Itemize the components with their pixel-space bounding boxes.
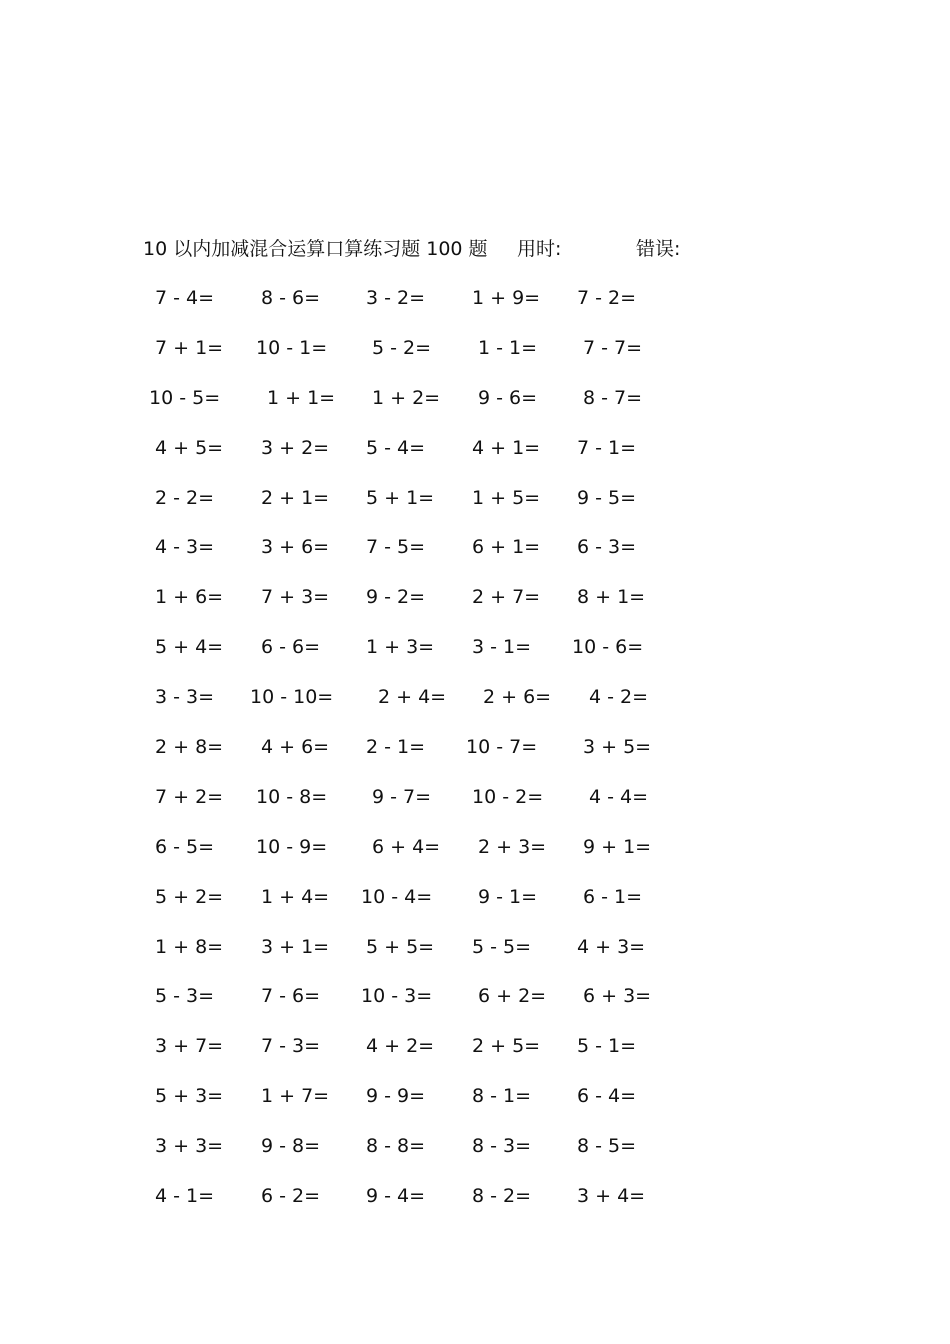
problem-row [0,334,950,384]
problem-item: 7 - 2= [577,287,637,309]
problem-item: 5 + 2= [155,885,224,908]
problem-item: 8 - 5= [577,1135,637,1158]
problem-row [0,982,950,1032]
problem-item: 10 - 1= [256,336,328,359]
problem-item: 5 - 1= [577,1035,637,1058]
problem-item: 10 - 2= [472,785,544,808]
problem-item: 4 + 6= [261,736,330,759]
problem-item: 7 - 6= [261,985,321,1008]
problem-item: 6 - 1= [583,885,643,908]
problem-item: 2 - 1= [366,736,426,759]
problem-item: 9 - 1= [478,885,538,908]
problem-item: 6 + 4= [372,835,441,858]
problem-item: 5 + 5= [366,935,435,958]
problem-row [0,1032,950,1082]
problem-item: 10 - 4= [361,885,433,908]
problem-item: 3 - 1= [472,636,532,659]
problem-item: 5 - 5= [472,935,532,958]
problem-item: 1 + 6= [155,586,224,609]
problem-item: 6 + 1= [472,536,541,559]
problem-item: 7 + 1= [155,336,224,359]
problem-item: 2 + 1= [261,486,330,509]
problem-item: 3 + 3= [155,1135,224,1158]
problem-item: 4 - 4= [589,785,649,808]
problem-item: 8 - 8= [366,1135,426,1158]
problem-item: 4 - 3= [155,536,215,559]
problem-item: 2 + 7= [472,586,541,609]
problem-item: 9 + 1= [583,835,652,858]
problem-item: 4 + 2= [366,1035,435,1058]
problem-item: 9 - 9= [366,1085,426,1108]
problem-item: 1 + 7= [261,1085,330,1108]
problem-item: 8 - 6= [261,287,321,309]
problem-item: 7 - 1= [577,436,637,459]
problem-item: 9 - 4= [366,1185,426,1208]
problem-item: 10 - 10= [250,686,334,709]
problem-item: 1 + 3= [366,636,435,659]
problem-item: 3 + 5= [583,736,652,759]
problem-item: 9 - 8= [261,1135,321,1158]
problem-item: 8 - 1= [472,1085,532,1108]
problem-item: 4 + 3= [577,935,646,958]
time-used-label: 用时: [517,238,562,260]
problem-item: 9 - 6= [478,386,538,409]
problem-item: 5 - 4= [366,436,426,459]
problem-item: 4 - 1= [155,1185,215,1208]
problem-item: 7 - 4= [155,287,215,309]
problem-item: 3 + 1= [261,935,330,958]
problem-item: 6 - 4= [577,1085,637,1108]
problem-item: 2 - 2= [155,486,215,509]
problem-item: 6 + 3= [583,985,652,1008]
problem-item: 10 - 6= [572,636,644,659]
problem-item: 3 - 2= [366,287,426,309]
problem-item: 7 - 3= [261,1035,321,1058]
problem-item: 1 + 4= [261,885,330,908]
problem-item: 6 - 2= [261,1185,321,1208]
problem-item: 3 - 3= [155,686,215,709]
problem-row [0,1082,950,1132]
problem-row [0,484,950,534]
problem-item: 2 + 8= [155,736,224,759]
problem-item: 1 + 8= [155,935,224,958]
problem-item: 2 + 4= [378,686,447,709]
problem-item: 7 + 2= [155,785,224,808]
problem-item: 1 + 2= [372,386,441,409]
problem-row [0,933,950,983]
problem-item: 9 - 5= [577,486,637,509]
problem-row [0,434,950,484]
problem-item: 1 + 1= [267,386,336,409]
problem-item: 3 + 4= [577,1185,646,1208]
problem-row [0,783,950,833]
problem-item: 4 + 5= [155,436,224,459]
problem-item: 7 - 5= [366,536,426,559]
problem-row [0,284,950,334]
problem-row [0,633,950,683]
problem-item: 8 - 2= [472,1185,532,1208]
worksheet-title: 10 以内加减混合运算口算练习题 100 题 [143,238,488,260]
problem-row [0,683,950,733]
problem-item: 10 - 5= [149,386,221,409]
problem-item: 4 - 2= [589,686,649,709]
problem-item: 2 + 3= [478,835,547,858]
problem-item: 4 + 1= [472,436,541,459]
problem-item: 1 + 9= [472,287,541,309]
problem-item: 8 + 1= [577,586,646,609]
problem-row [0,833,950,883]
errors-label: 错误: [636,238,681,260]
problem-item: 7 + 3= [261,586,330,609]
problem-item: 6 - 6= [261,636,321,659]
problem-item: 3 + 7= [155,1035,224,1058]
problem-row [0,1182,950,1232]
problem-item: 10 - 9= [256,835,328,858]
problem-row [0,1132,950,1182]
problem-item: 5 + 1= [366,486,435,509]
problem-item: 6 - 3= [577,536,637,559]
problem-item: 8 - 3= [472,1135,532,1158]
problem-item: 6 + 2= [478,985,547,1008]
problem-item: 2 + 5= [472,1035,541,1058]
problem-item: 3 + 2= [261,436,330,459]
problem-item: 5 - 3= [155,985,215,1008]
problem-row [0,733,950,783]
problem-item: 5 + 4= [155,636,224,659]
problem-row [0,384,950,434]
problem-item: 9 - 2= [366,586,426,609]
problem-item: 2 + 6= [483,686,552,709]
problem-item: 7 - 7= [583,336,643,359]
problem-item: 10 - 7= [466,736,538,759]
problem-item: 3 + 6= [261,536,330,559]
problem-row [0,583,950,633]
problem-row [0,533,950,583]
problem-item: 8 - 7= [583,386,643,409]
problem-item: 10 - 8= [256,785,328,808]
problem-item: 5 + 3= [155,1085,224,1108]
problem-item: 6 - 5= [155,835,215,858]
problem-item: 1 - 1= [478,336,538,359]
problem-row [0,883,950,933]
problem-item: 10 - 3= [361,985,433,1008]
problem-item: 1 + 5= [472,486,541,509]
problem-item: 5 - 2= [372,336,432,359]
problem-grid [0,284,950,1232]
problem-item: 9 - 7= [372,785,432,808]
